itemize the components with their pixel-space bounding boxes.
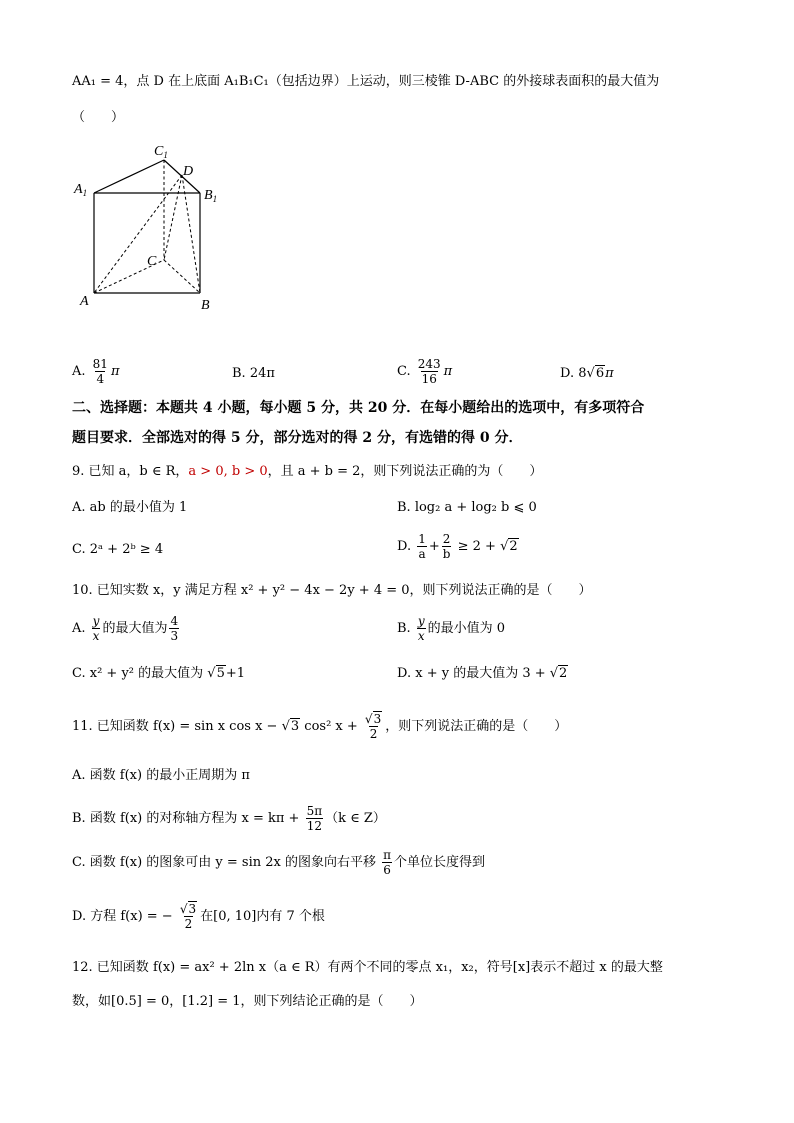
q11-stem: 11. 已知函数 f(x) = sin x cos x − √3 cos² x + $\frac{√3}{2}$ ，则下列说法正确的是（ ） [72,712,568,741]
label-a: A [80,294,89,309]
prism-figure [70,135,230,315]
svg-text:A1: $A_1$ [74,182,88,198]
q9-option-c[interactable]: C. 2ᵃ + 2ᵇ ≥ 4 [72,542,164,557]
q8-option-b[interactable]: B. 24π [232,366,275,381]
q9-stem: 9. 已知 a，b ∈ R，a > 0, b > 0，且 a + b = 2，则下列说法正确的为（ ） [72,464,543,479]
label-c1: C [154,144,164,159]
q8-paren: （ ） [72,110,125,125]
q8-option-a[interactable]: A. $\frac{81}{4}$ π [72,357,120,386]
label-d: D [183,164,194,179]
q9-option-d[interactable]: D. $\frac{1}{a}$ + $\frac{2}{b}$ ≥ 2 + √2 [397,532,518,561]
q9-option-b[interactable]: B. log₂ a + log₂ b ⩽ 0 [397,500,537,515]
q12-stem-line2: 数，如[0.5] = 0，[1.2] = 1，则下列结论正确的是（ ） [72,994,423,1009]
svg-text:B1: $B_1$ [204,188,218,204]
q11-option-d[interactable]: D. 方程 f(x) = − $\frac{√3}{2}$ 在[0, 10]内有 7 个根 [72,902,325,931]
q9-option-a[interactable]: A. ab 的最小值为 1 [72,500,188,515]
q11-option-b[interactable]: B. 函数 f(x) 的对称轴方程为 x = kπ + $\frac{5\pi}{12}$ （k ∈ Z） [72,804,386,833]
q8-stem: AA₁ = 4，点 D 在上底面 A₁B₁C₁（包括边界）上运动，则三棱锥 D-ABC 的外接球表面积的最大值为 [72,74,660,89]
q10-stem: 10. 已知实数 x，y 满足方程 x² + y² − 4x − 2y + 4 = 0，则下列说法正确的是（ ） [72,583,592,598]
q8-option-d[interactable]: D. 8√6π [560,366,614,381]
q10-option-a[interactable]: A. $\frac{y}{x}$ 的最大值为 $\frac{4}{3}$ [72,614,179,643]
q10-option-c[interactable]: C. x² + y² 的最大值为 √5+1 [72,666,246,681]
svg-text:C1: $C_1$ [154,144,168,160]
q10-option-b[interactable]: B. $\frac{y}{x}$ 的最小值为 0 [397,614,506,643]
q12-stem-line1: 12. 已知函数 f(x) = ax² + 2ln x（a ∈ R）有两个不同的零点 x₁，x₂，符号[x]表示不超过 x 的最大整 [72,960,663,975]
label-b1: B [204,188,213,203]
label-b: B [201,298,210,313]
label-c: C [147,254,157,269]
q8-option-c[interactable]: C. $\frac{243}{16}$ π [397,357,453,386]
q11-option-a[interactable]: A. 函数 f(x) 的最小正周期为 π [72,768,250,783]
label-a1: A [74,182,83,197]
section2-heading-line1: 二、选择题：本题共 4 小题，每小题 5 分，共 20 分．在每小题给出的选项中，有多项符合 [72,400,645,416]
q10-option-d[interactable]: D. x + y 的最大值为 3 + √2 [397,666,568,681]
section2-heading-line2: 题目要求．全部选对的得 5 分，部分选对的得 2 分，有选错的得 0 分． [72,430,523,446]
q11-option-c[interactable]: C. 函数 f(x) 的图象可由 y = sin 2x 的图象向右平移 $\frac{\pi}{6}$ 个单位长度得到 [72,848,486,877]
